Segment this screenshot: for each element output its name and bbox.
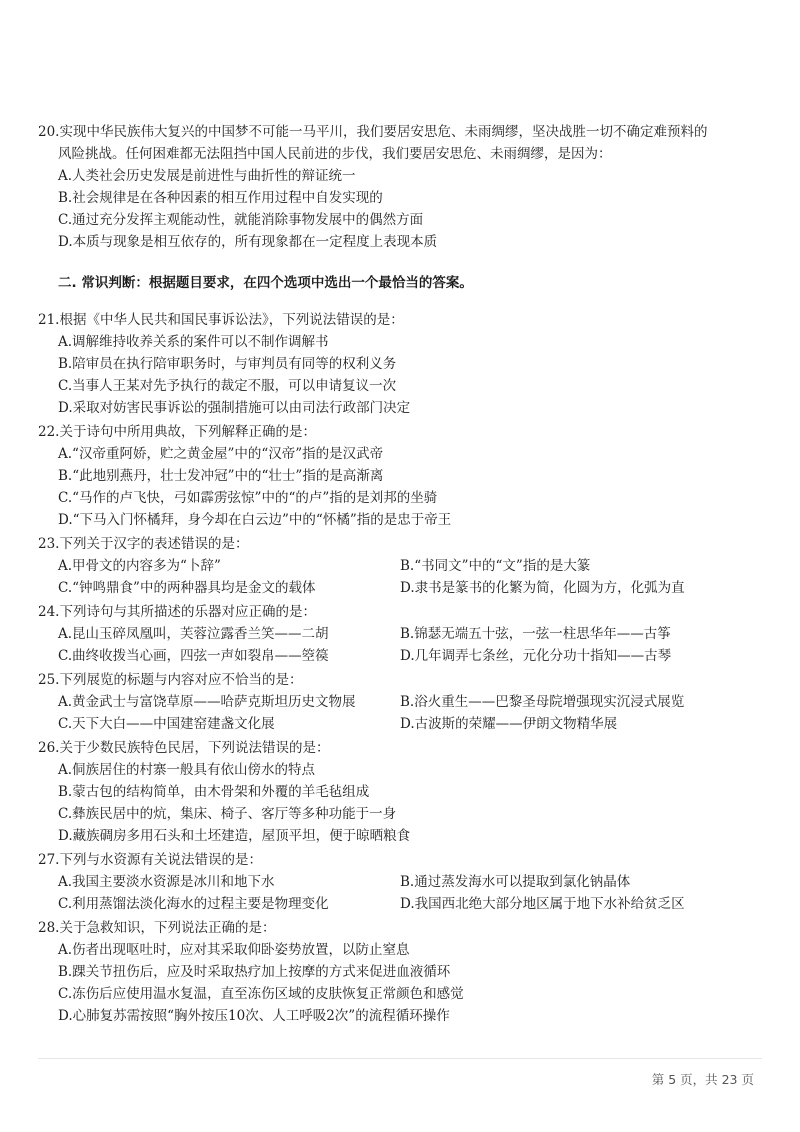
question-28-option-c: C.冻伤后应使用温水复温，直至冻伤区域的皮肤恢复正常颜色和感觉 (58, 986, 464, 1002)
question-20-option-b: B.社会规律是在各种因素的相互作用过程中自发实现的 (58, 190, 383, 206)
question-21-option-a: A.调解维持收养关系的案件可以不制作调解书 (58, 334, 329, 350)
question-25-option-a: A.黄金武士与富饶草原——哈萨克斯坦历史文物展 (58, 694, 356, 710)
question-21-option-c: C.当事人王某对先予执行的裁定不服，可以申请复议一次 (58, 378, 397, 394)
question-27-option-c: C.利用蒸馏法淡化海水的过程主要是物理变化 (58, 896, 329, 912)
footer-divider (38, 1058, 762, 1059)
question-26-option-a: A.侗族居住的村寨一般具有依山傍水的特点 (58, 762, 316, 778)
question-27-option-a: A.我国主要淡水资源是冰川和地下水 (58, 874, 275, 890)
question-20-stem-line1: 20.实现中华民族伟大复兴的中国梦不可能一马平川，我们要居安思危、未雨绸缪，坚决战胜一切不确定难预料的 (38, 124, 708, 140)
question-20-stem-line2: 风险挑战。任何困难都无法阻挡中国人民前进的步伐，我们要居安思危、未雨绸缪，是因为： (58, 146, 612, 162)
question-24-stem: 24.下列诗句与其所描述的乐器对应正确的是： (38, 604, 316, 620)
question-25-option-b: B.浴火重生——巴黎圣母院增强现实沉浸式展览 (400, 694, 685, 710)
question-24-option-b: B.锦瑟无端五十弦，一弦一柱思华年——古筝 (400, 626, 671, 642)
question-23-stem: 23.下列关于汉字的表述错误的是： (38, 536, 249, 552)
question-27-option-b: B.通过蒸发海水可以提取到氯化钠晶体 (400, 874, 631, 890)
question-25-stem: 25.下列展览的标题与内容对应不恰当的是： (38, 672, 303, 688)
question-28-option-b: B.踝关节扭伤后，应及时采取热疗加上按摩的方式来促进血液循环 (58, 964, 451, 980)
question-27-stem: 27.下列与水资源有关说法错误的是： (38, 852, 262, 868)
question-20-option-a: A.人类社会历史发展是前进性与曲折性的辩证统一 (58, 168, 356, 184)
question-27-option-d: D.我国西北绝大部分地区属于地下水补给贫乏区 (400, 896, 685, 912)
question-22-option-b: B.“此地别燕丹，壮士发冲冠”中的“壮士”指的是高渐离 (58, 468, 384, 484)
question-23-option-c: C.“钟鸣鼎食”中的两种器具均是金文的载体 (58, 580, 316, 596)
question-20-option-c: C.通过充分发挥主观能动性，就能消除事物发展中的偶然方面 (58, 212, 424, 228)
question-22-option-d: D.“下马入门怀橘拜，身今却在白云边”中的“怀橘”指的是忠于帝王 (58, 512, 452, 528)
question-24-option-c: C.曲终收拨当心画，四弦一声如裂帛——箜篌 (58, 648, 329, 664)
question-25-option-c: C.天下大白——中国建窑建盏文化展 (58, 716, 275, 732)
question-25-option-d: D.古波斯的荣耀——伊朗文物精华展 (400, 716, 618, 732)
question-21-option-b: B.陪审员在执行陪审职务时，与审判员有同等的权利义务 (58, 356, 397, 372)
question-22-stem: 22.关于诗句中所用典故，下列解释正确的是： (38, 424, 316, 440)
question-23-option-d: D.隶书是篆书的化繁为简，化圆为方，化弧为直 (400, 580, 685, 596)
question-28-option-a: A.伤者出现呕吐时，应对其采取仰卧姿势放置，以防止窒息 (58, 942, 410, 958)
page-number: 第 5 页，共 23 页 (651, 1072, 754, 1087)
question-26-stem: 26.关于少数民族特色民居，下列说法错误的是： (38, 740, 330, 756)
question-26-option-b: B.蒙古包的结构简单，由木骨架和外覆的羊毛毡组成 (58, 784, 370, 800)
question-21-stem: 21.根据《中华人民共和国民事诉讼法》，下列说法错误的是： (38, 312, 404, 328)
question-21-option-d: D.采取对妨害民事诉讼的强制措施可以由司法行政部门决定 (58, 400, 411, 416)
question-28-option-d: D.心肺复苏需按照“胸外按压10次、人工呼吸2次”的流程循环操作 (58, 1008, 450, 1024)
question-24-option-a: A.昆山玉碎凤凰叫，芙蓉泣露香兰笑——二胡 (58, 626, 329, 642)
section-heading: 二. 常识判断：根据题目要求，在四个选项中选出一个最恰当的答案。 (58, 275, 473, 291)
question-23-option-a: A.甲骨文的内容多为“卜辞” (58, 558, 221, 574)
question-22-option-a: A.“汉帝重阿娇，贮之黄金屋”中的“汉帝”指的是汉武帝 (58, 446, 384, 462)
question-24-option-d: D.几年调弄七条丝，元化分功十指知——古琴 (400, 648, 672, 664)
question-20-option-d: D.本质与现象是相互依存的，所有现象都在一定程度上表现本质 (58, 234, 438, 250)
question-28-stem: 28.关于急救知识，下列说法正确的是： (38, 920, 276, 936)
question-26-option-d: D.藏族碉房多用石头和土坯建造，屋顶平坦，便于晾晒粮食 (58, 828, 411, 844)
question-23-option-b: B.“书同文”中的“文”指的是大篆 (400, 558, 591, 574)
question-22-option-c: C.“马作的卢飞快，弓如霹雳弦惊”中的“的卢”指的是刘邦的坐骑 (58, 490, 438, 506)
question-26-option-c: C.彝族民居中的炕，集床、椅子、客厅等多种功能于一身 (58, 806, 397, 822)
